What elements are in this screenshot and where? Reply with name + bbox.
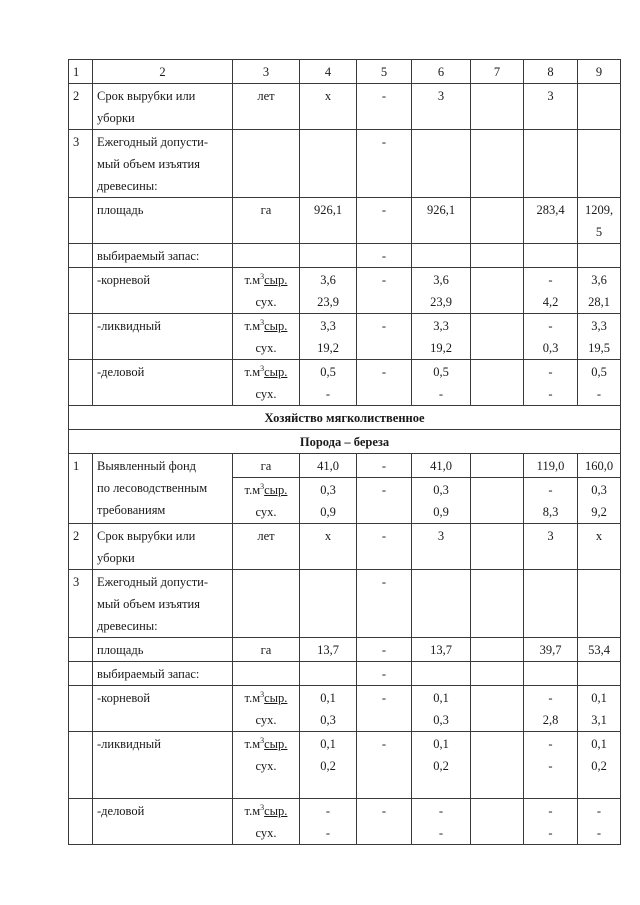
row-label: -ликвидный — [93, 732, 233, 799]
table-row — [69, 732, 621, 799]
value-cell: 0,1 0,3 — [412, 686, 471, 732]
table-row — [69, 130, 621, 198]
table-row — [69, 662, 621, 686]
value-cell: - — [357, 570, 412, 638]
section-heading: Хозяйство мягколиственное — [69, 406, 621, 430]
row-label: выбираемый запас: — [93, 244, 233, 268]
value-cell: 0,3 0,9 — [412, 478, 471, 524]
forestry-table — [68, 59, 621, 845]
value-cell — [578, 84, 621, 130]
row-label: -ликвидный — [93, 314, 233, 360]
value-cell: х — [300, 84, 357, 130]
header-cell: 8 — [524, 60, 578, 84]
unit-cell: $т.м^3сыр$. сух. — [233, 360, 300, 406]
value-cell: х — [578, 524, 621, 570]
value-cell: 3 — [412, 84, 471, 130]
row-number: 2 — [69, 84, 93, 130]
row-label: выбираемый запас: — [93, 662, 233, 686]
row-number: 2 — [69, 524, 93, 570]
unit-cell: га — [233, 638, 300, 662]
value-cell: х — [300, 524, 357, 570]
unit-cell: га — [233, 454, 300, 478]
table-row — [69, 360, 621, 406]
value-cell: 41,0 — [412, 454, 471, 478]
section-band-row — [69, 430, 621, 454]
value-cell: - - — [412, 799, 471, 845]
row-number: 1 — [69, 454, 93, 524]
table-row — [69, 638, 621, 662]
table-row — [69, 268, 621, 314]
row-label: Выявленный фонд по лесоводственным требованиям — [93, 454, 233, 524]
value-cell: 3,6 23,9 — [412, 268, 471, 314]
unit-cell: $т.м^3сыр$. сух. — [233, 478, 300, 524]
header-cell: 6 — [412, 60, 471, 84]
value-cell: 41,0 — [300, 454, 357, 478]
value-cell: 0,3 9,2 — [578, 478, 621, 524]
table-row — [69, 84, 621, 130]
row-number: 3 — [69, 570, 93, 638]
value-cell: - - — [300, 799, 357, 845]
row-label: -деловой — [93, 360, 233, 406]
value-cell: 3,3 19,2 — [300, 314, 357, 360]
header-cell: 1 — [69, 60, 93, 84]
value-cell: 3 — [524, 84, 578, 130]
value-cell: 0,5 - — [300, 360, 357, 406]
value-cell: - — [357, 524, 412, 570]
value-cell: - - — [578, 799, 621, 845]
value-cell: 3,3 19,2 — [412, 314, 471, 360]
value-cell — [471, 84, 524, 130]
row-label: Ежегодный допусти- мый объем изъятия древесины: — [93, 130, 233, 198]
row-label: площадь — [93, 198, 233, 244]
value-cell: 119,0 — [524, 454, 578, 478]
value-cell: 0,5 - — [578, 360, 621, 406]
unit-cell: $т.м^3сыр$. сух. — [233, 268, 300, 314]
row-label: -деловой — [93, 799, 233, 845]
value-cell: - 8,3 — [524, 478, 578, 524]
value-cell: 0,1 0,2 — [578, 732, 621, 799]
value-cell: - - — [524, 799, 578, 845]
value-cell: - — [357, 360, 412, 406]
value-cell: - — [357, 314, 412, 360]
row-label: Срок вырубки или уборки — [93, 84, 233, 130]
row-label: Срок вырубки или уборки — [93, 524, 233, 570]
value-cell: 3 — [524, 524, 578, 570]
value-cell: - — [357, 662, 412, 686]
value-cell: - — [357, 799, 412, 845]
table-row — [69, 570, 621, 638]
value-cell: - — [357, 454, 412, 478]
value-cell: - - — [524, 732, 578, 799]
unit-cell: $т.м^3сыр$. сух. — [233, 686, 300, 732]
value-cell: 0,3 0,9 — [300, 478, 357, 524]
value-cell: - — [357, 130, 412, 198]
value-cell: 926,1 — [412, 198, 471, 244]
unit-cell: $т.м^3сыр$. сух. — [233, 314, 300, 360]
header-row — [69, 60, 621, 84]
value-cell: 3,6 28,1 — [578, 268, 621, 314]
section-subheading: Порода – береза — [69, 430, 621, 454]
value-cell: 0,1 0,2 — [300, 732, 357, 799]
row-label: площадь — [93, 638, 233, 662]
value-cell: 160,0 — [578, 454, 621, 478]
value-cell: - — [357, 686, 412, 732]
value-cell: - — [357, 84, 412, 130]
table-row — [69, 686, 621, 732]
value-cell: 13,7 — [300, 638, 357, 662]
row-label: -корневой — [93, 268, 233, 314]
value-cell: - — [357, 638, 412, 662]
value-cell: 0,1 3,1 — [578, 686, 621, 732]
row-label: -корневой — [93, 686, 233, 732]
unit-cell: лет — [233, 524, 300, 570]
header-cell: 9 — [578, 60, 621, 84]
header-cell: 3 — [233, 60, 300, 84]
value-cell: 926,1 — [300, 198, 357, 244]
value-cell: 1209, 5 — [578, 198, 621, 244]
section-band-row — [69, 406, 621, 430]
header-cell: 7 — [471, 60, 524, 84]
value-cell: - 2,8 — [524, 686, 578, 732]
value-cell: 53,4 — [578, 638, 621, 662]
value-cell: 0,1 0,3 — [300, 686, 357, 732]
row-number: 3 — [69, 130, 93, 198]
value-cell: 3,6 23,9 — [300, 268, 357, 314]
table-row — [69, 198, 621, 244]
value-cell: 13,7 — [412, 638, 471, 662]
row-label: Ежегодный допусти- мый объем изъятия древесины: — [93, 570, 233, 638]
table-row — [69, 314, 621, 360]
table-row — [69, 524, 621, 570]
value-cell: 0,1 0,2 — [412, 732, 471, 799]
value-cell: 0,5 - — [412, 360, 471, 406]
table-row — [69, 799, 621, 845]
value-cell: - — [357, 198, 412, 244]
header-cell: 4 — [300, 60, 357, 84]
value-cell: - — [357, 478, 412, 524]
header-cell: 2 — [93, 60, 233, 84]
unit-cell: лет — [233, 84, 300, 130]
value-cell: 3,3 19,5 — [578, 314, 621, 360]
table-row — [69, 244, 621, 268]
unit-cell: $т.м^3сыр$. сух. — [233, 732, 300, 799]
value-cell: - — [357, 244, 412, 268]
header-cell: 5 — [357, 60, 412, 84]
value-cell: 39,7 — [524, 638, 578, 662]
value-cell: 283,4 — [524, 198, 578, 244]
value-cell: 3 — [412, 524, 471, 570]
unit-cell: га — [233, 198, 300, 244]
table-row — [69, 454, 621, 478]
value-cell: - 4,2 — [524, 268, 578, 314]
value-cell: - — [357, 732, 412, 799]
value-cell: - - — [524, 360, 578, 406]
value-cell: - — [357, 268, 412, 314]
value-cell: - 0,3 — [524, 314, 578, 360]
unit-cell: $т.м^3сыр$. сух. — [233, 799, 300, 845]
